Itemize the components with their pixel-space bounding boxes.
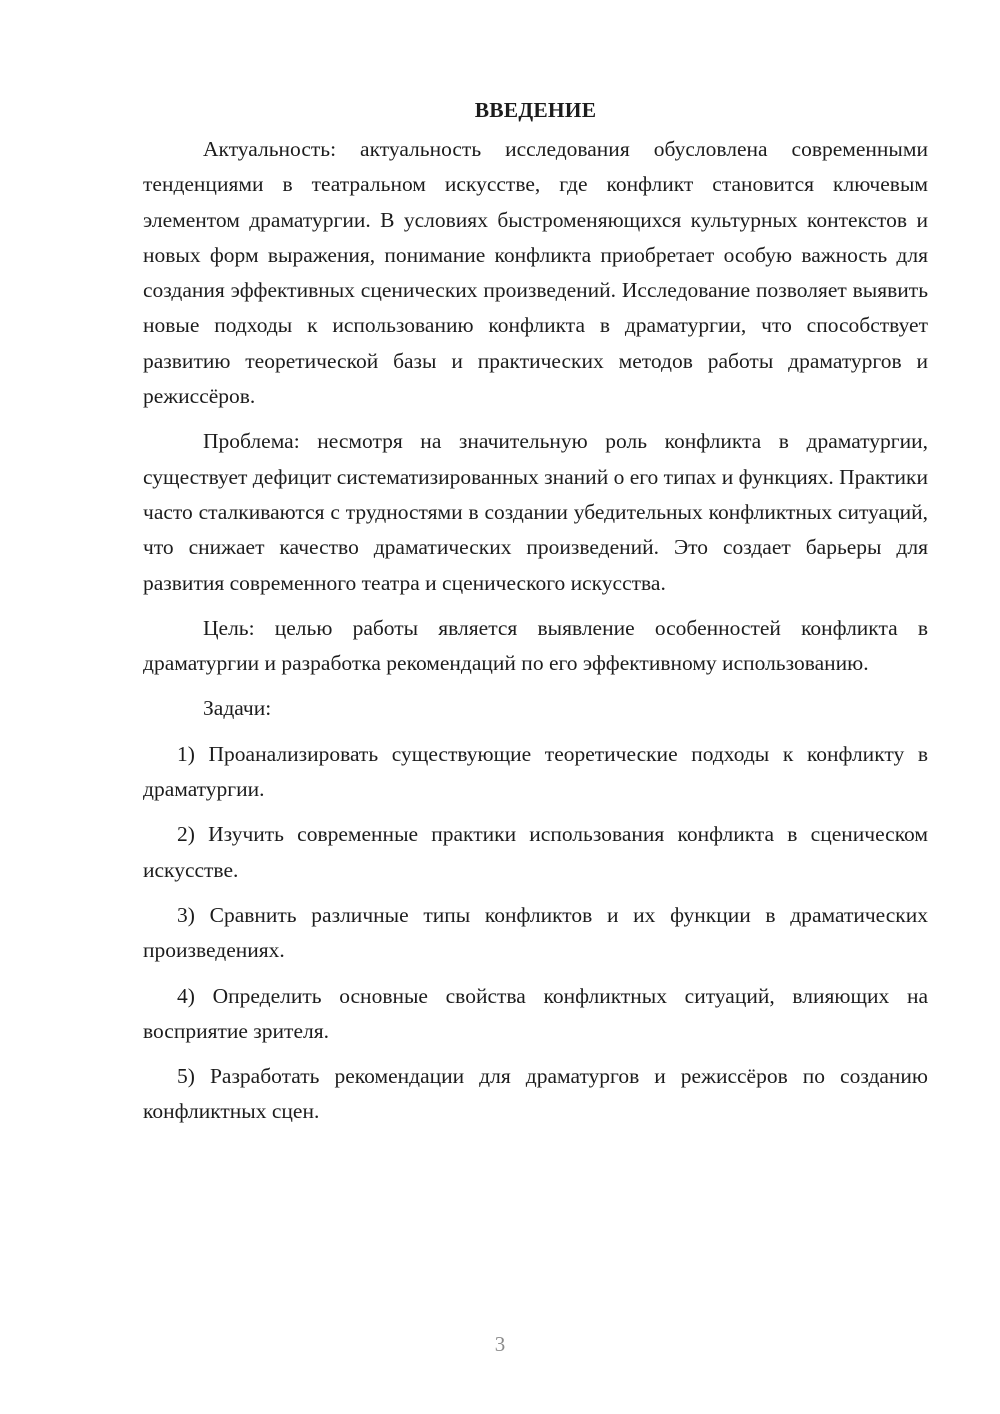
task-item: 5) Разработать рекомендации для драматургов и режиссёров по созданию конфликтных сцен.	[143, 1064, 928, 1124]
tasks-label: Задачи:	[203, 696, 272, 721]
page-number: 3	[494, 1332, 506, 1356]
goal-paragraph: Цель: целью работы является выявление особенностей конфликта в драматургии и разработка рекомендаций по его эффективному использованию.	[143, 615, 928, 676]
relevance-paragraph: Актуальность: актуальность исследования обусловлена современными тенденциями в театральном искусстве, где конфликт становится ключевым элементом драматургии. В условиях быстроменяющихся культурных контекстов и новых форм выражения, понимание конфликта приобретает особую важность для создания эффективных сценических произведений. Исследование позволяет выявить новые подходы к использованию конфликта в драматургии, что способствует развитию теоретической базы и практических методов работы драматургов и режиссёров.	[143, 137, 928, 409]
task-item: 4) Определить основные свойства конфликтных ситуаций, влияющих на восприятие зрителя.	[143, 983, 928, 1043]
problem-paragraph: Проблема: несмотря на значительную роль конфликта в драматургии, существует дефицит систематизированных знаний о его типах и функциях. Практики часто сталкиваются с трудностями в создании убедительных конфликтных ситуаций, что снижает качество драматических произведений. Это создает барьеры для развития современного театра и сценического искусства.	[143, 429, 928, 595]
document-page	[143, 92, 928, 1130]
tasks-list	[143, 737, 928, 1130]
page-title: ВВЕДЕНИЕ	[474, 98, 597, 122]
task-item: 1) Проанализировать существующие теоретические подходы к конфликту в драматургии.	[143, 741, 928, 802]
task-item: 2) Изучить современные практики использования конфликта в сценическом искусстве.	[143, 822, 928, 882]
task-item: 3) Сравнить различные типы конфликтов и их функции в драматических произведениях.	[143, 902, 928, 963]
